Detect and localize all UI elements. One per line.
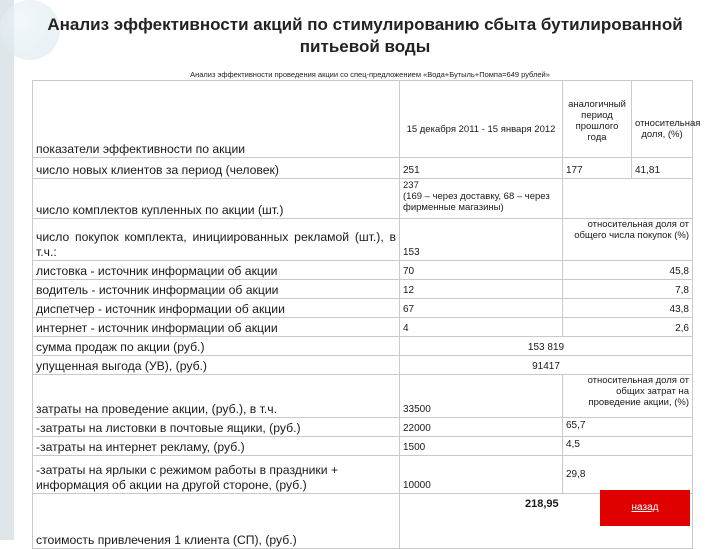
table-row [33,299,693,318]
table-row [33,437,693,456]
row-label: -затраты на листовки в почтовые ящики, (руб.) [33,418,400,437]
table-row [33,494,693,549]
cell-value: 153 [400,219,563,261]
table-subtitle: Анализ эффективности проведения акции со спец-предложением «Вода+Бутыль+Помпа=649 рублей» [190,70,550,79]
cell-value: 4 [400,318,563,337]
cell-value: 65,7 [563,418,693,437]
cell-value: 67 [400,299,563,318]
header-indicators: показатели эффективности по акции [33,81,400,158]
left-decor-strip [0,0,14,540]
back-button[interactable]: назад [600,490,690,526]
cell-value: 29,8 [563,456,693,494]
table-row [33,261,693,280]
row-label: число комплектов купленных по акции (шт.) [33,179,400,219]
cell-value: 91417 [400,356,693,375]
header-relative-share: относительная доля, (%) [632,81,693,158]
cac-value: 218,95 [525,498,559,510]
row-label: число покупок комплекта, инициированных рекламой (шт.), в т.ч.: [33,219,400,261]
cell-value: 2,6 [563,318,693,337]
row-label: сумма продаж по акции (руб.) [33,337,400,356]
cell-value: 1500 [400,437,563,456]
page-title: Анализ эффективности акций по стимулированию сбыта бутилированной питьевой воды [47,15,683,56]
cell-value: 45,8 [563,261,693,280]
table-header-row [33,81,693,158]
table-row [33,219,693,261]
cell-value: 10000 [400,456,563,494]
row-label: интернет - источник информации об акции [33,318,400,337]
header-period: 15 декабря 2011 - 15 января 2012 [400,81,563,158]
row-label: стоимость привлечения 1 клиента (СП), (руб.) [33,494,400,549]
header-last-year: аналогичный период прошлого года [563,81,632,158]
cell-value: 33500 [400,375,563,418]
cell-value: 237 (169 – через доставку, 68 – через фирменные магазины) [400,179,563,219]
table-row [33,418,693,437]
table-row [33,318,693,337]
table-row [33,337,693,356]
row-label: листовка - источник информации об акции [33,261,400,280]
empty-cell [563,179,693,219]
share-note: относительная доля от общего числа покупок (%) [563,219,693,261]
cell-value: 7,8 [563,280,693,299]
row-label: затраты на проведение акции, (руб.), в т.ч. [33,375,400,418]
cell-value: 41,81 [632,158,693,179]
cell-value: 43,8 [563,299,693,318]
cell-value: 70 [400,261,563,280]
table-row [33,375,693,418]
row-label: диспетчер - источник информации об акции [33,299,400,318]
row-label: водитель - источник информации об акции [33,280,400,299]
share-note: относительная доля от общих затрат на проведение акции, (%) [563,375,693,418]
row-label: -затраты на ярлыки с режимом работы в праздники + информация об акции на другой стороне, (руб.) [33,456,400,494]
cell-value: 22000 [400,418,563,437]
table-row [33,280,693,299]
cell-value: 251 [400,158,563,179]
table-row [33,456,693,494]
row-label: -затраты на интернет рекламу, (руб.) [33,437,400,456]
efficiency-table [32,80,701,549]
cell-value: 12 [400,280,563,299]
row-label: число новых клиентов за период (человек) [33,158,400,179]
cell-value: 4,5 [563,437,693,456]
cell-value: 153 819 [400,337,693,356]
cell-value: 177 [563,158,632,179]
row-label: упущенная выгода (УВ), (руб.) [33,356,400,375]
table-row [33,179,693,219]
table-row [33,158,693,179]
table-row [33,356,693,375]
